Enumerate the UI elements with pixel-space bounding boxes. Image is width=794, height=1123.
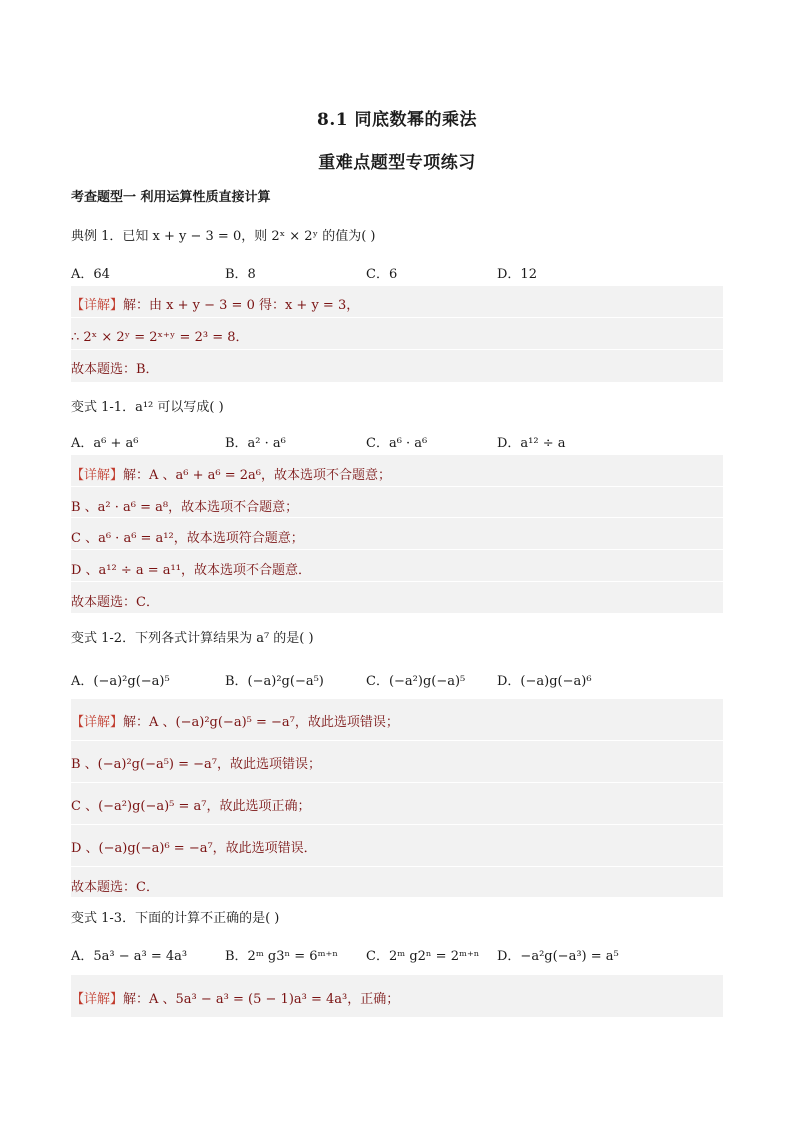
q1-solution-line: 【详解】解：由 x + y − 3 = 0 得：x + y = 3， <box>71 298 360 313</box>
q4-option-c: C．2ᵐ g2ⁿ = 2ᵐ⁺ⁿ <box>366 949 480 964</box>
q4-option-a: A．5a³ − a³ = 4a³ <box>71 949 188 964</box>
solution-tag: 【详解】 <box>71 298 124 313</box>
q1-solution-line: 故本题选：B． <box>71 362 159 377</box>
question-1-stem: 典例 1．已知 x + y − 3 = 0，则 2ˣ × 2ʸ 的值为( ) <box>71 229 376 244</box>
q2-solution-box <box>71 455 723 613</box>
q2-option-b: B．a² · a⁶ <box>225 436 286 451</box>
q1-option-a: A．64 <box>71 267 110 282</box>
q3-solution-line: D 、(−a)g(−a)⁶ = −a⁷，故此选项错误． <box>71 841 317 856</box>
q4-solution-line: 【详解】解：A 、5a³ − a³ = (5 − 1)a³ = 4a³，正确； <box>71 992 400 1007</box>
question-4-stem: 变式 1-3．下面的计算不正确的是( ) <box>71 911 280 926</box>
document-subtitle: 重难点题型专项练习 <box>318 153 476 173</box>
q2-option-a: A．a⁶ + a⁶ <box>71 436 139 451</box>
q2-option-c: C．a⁶ · a⁶ <box>366 436 428 451</box>
q2-solution-line: D 、a¹² ÷ a = a¹¹，故本选项不合题意． <box>71 563 311 578</box>
q3-option-b: B．(−a)²g(−a⁵) <box>225 674 324 689</box>
q4-solution-box <box>71 975 723 1017</box>
question-3-stem: 变式 1-2．下列各式计算结果为 a⁷ 的是( ) <box>71 631 314 646</box>
q2-solution-line: C 、a⁶ · a⁶ = a¹²，故本选项符合题意； <box>71 531 304 546</box>
solution-tag: 【详解】 <box>71 992 124 1007</box>
section-heading: 考查题型一 利用运算性质直接计算 <box>71 190 271 205</box>
q4-option-d: D．−a²g(−a³) = a⁵ <box>497 949 619 964</box>
q3-solution-line: 【详解】解：A 、(−a)²g(−a)⁵ = −a⁷，故此选项错误； <box>71 715 399 730</box>
q3-solution-line: C 、(−a²)g(−a)⁵ = a⁷，故此选项正确； <box>71 799 311 814</box>
q3-option-c: C．(−a²)g(−a)⁵ <box>366 674 466 689</box>
q3-option-a: A．(−a)²g(−a)⁵ <box>71 674 170 689</box>
q3-option-d: D．(−a)g(−a)⁶ <box>497 674 592 689</box>
document-title: 8.1 同底数幂的乘法 <box>317 110 477 130</box>
q3-solution-line: B 、(−a)²g(−a⁵) = −a⁷，故此选项错误； <box>71 757 322 772</box>
q1-solution-box <box>71 286 723 382</box>
q2-solution-line: 故本题选：C． <box>71 595 159 610</box>
q3-solution-line: 故本题选：C． <box>71 880 159 895</box>
q1-option-d: D．12 <box>497 267 537 282</box>
q4-option-b: B．2ᵐ g3ⁿ = 6ᵐ⁺ⁿ <box>225 949 339 964</box>
q1-option-b: B．8 <box>225 267 256 282</box>
solution-tag: 【详解】 <box>71 468 124 483</box>
q1-option-c: C．6 <box>366 267 398 282</box>
q2-solution-line: 【详解】解：A 、a⁶ + a⁶ = 2a⁶，故本选项不合题意； <box>71 468 392 483</box>
q3-solution-box <box>71 699 723 897</box>
q1-solution-line: ∴ 2ˣ × 2ʸ = 2ˣ⁺ʸ = 2³ = 8． <box>71 330 249 345</box>
question-2-stem: 变式 1-1．a¹² 可以写成( ) <box>71 400 224 415</box>
q2-solution-line: B 、a² · a⁶ = a⁸，故本选项不合题意； <box>71 500 299 515</box>
solution-tag: 【详解】 <box>71 715 124 730</box>
q2-option-d: D．a¹² ÷ a <box>497 436 566 451</box>
